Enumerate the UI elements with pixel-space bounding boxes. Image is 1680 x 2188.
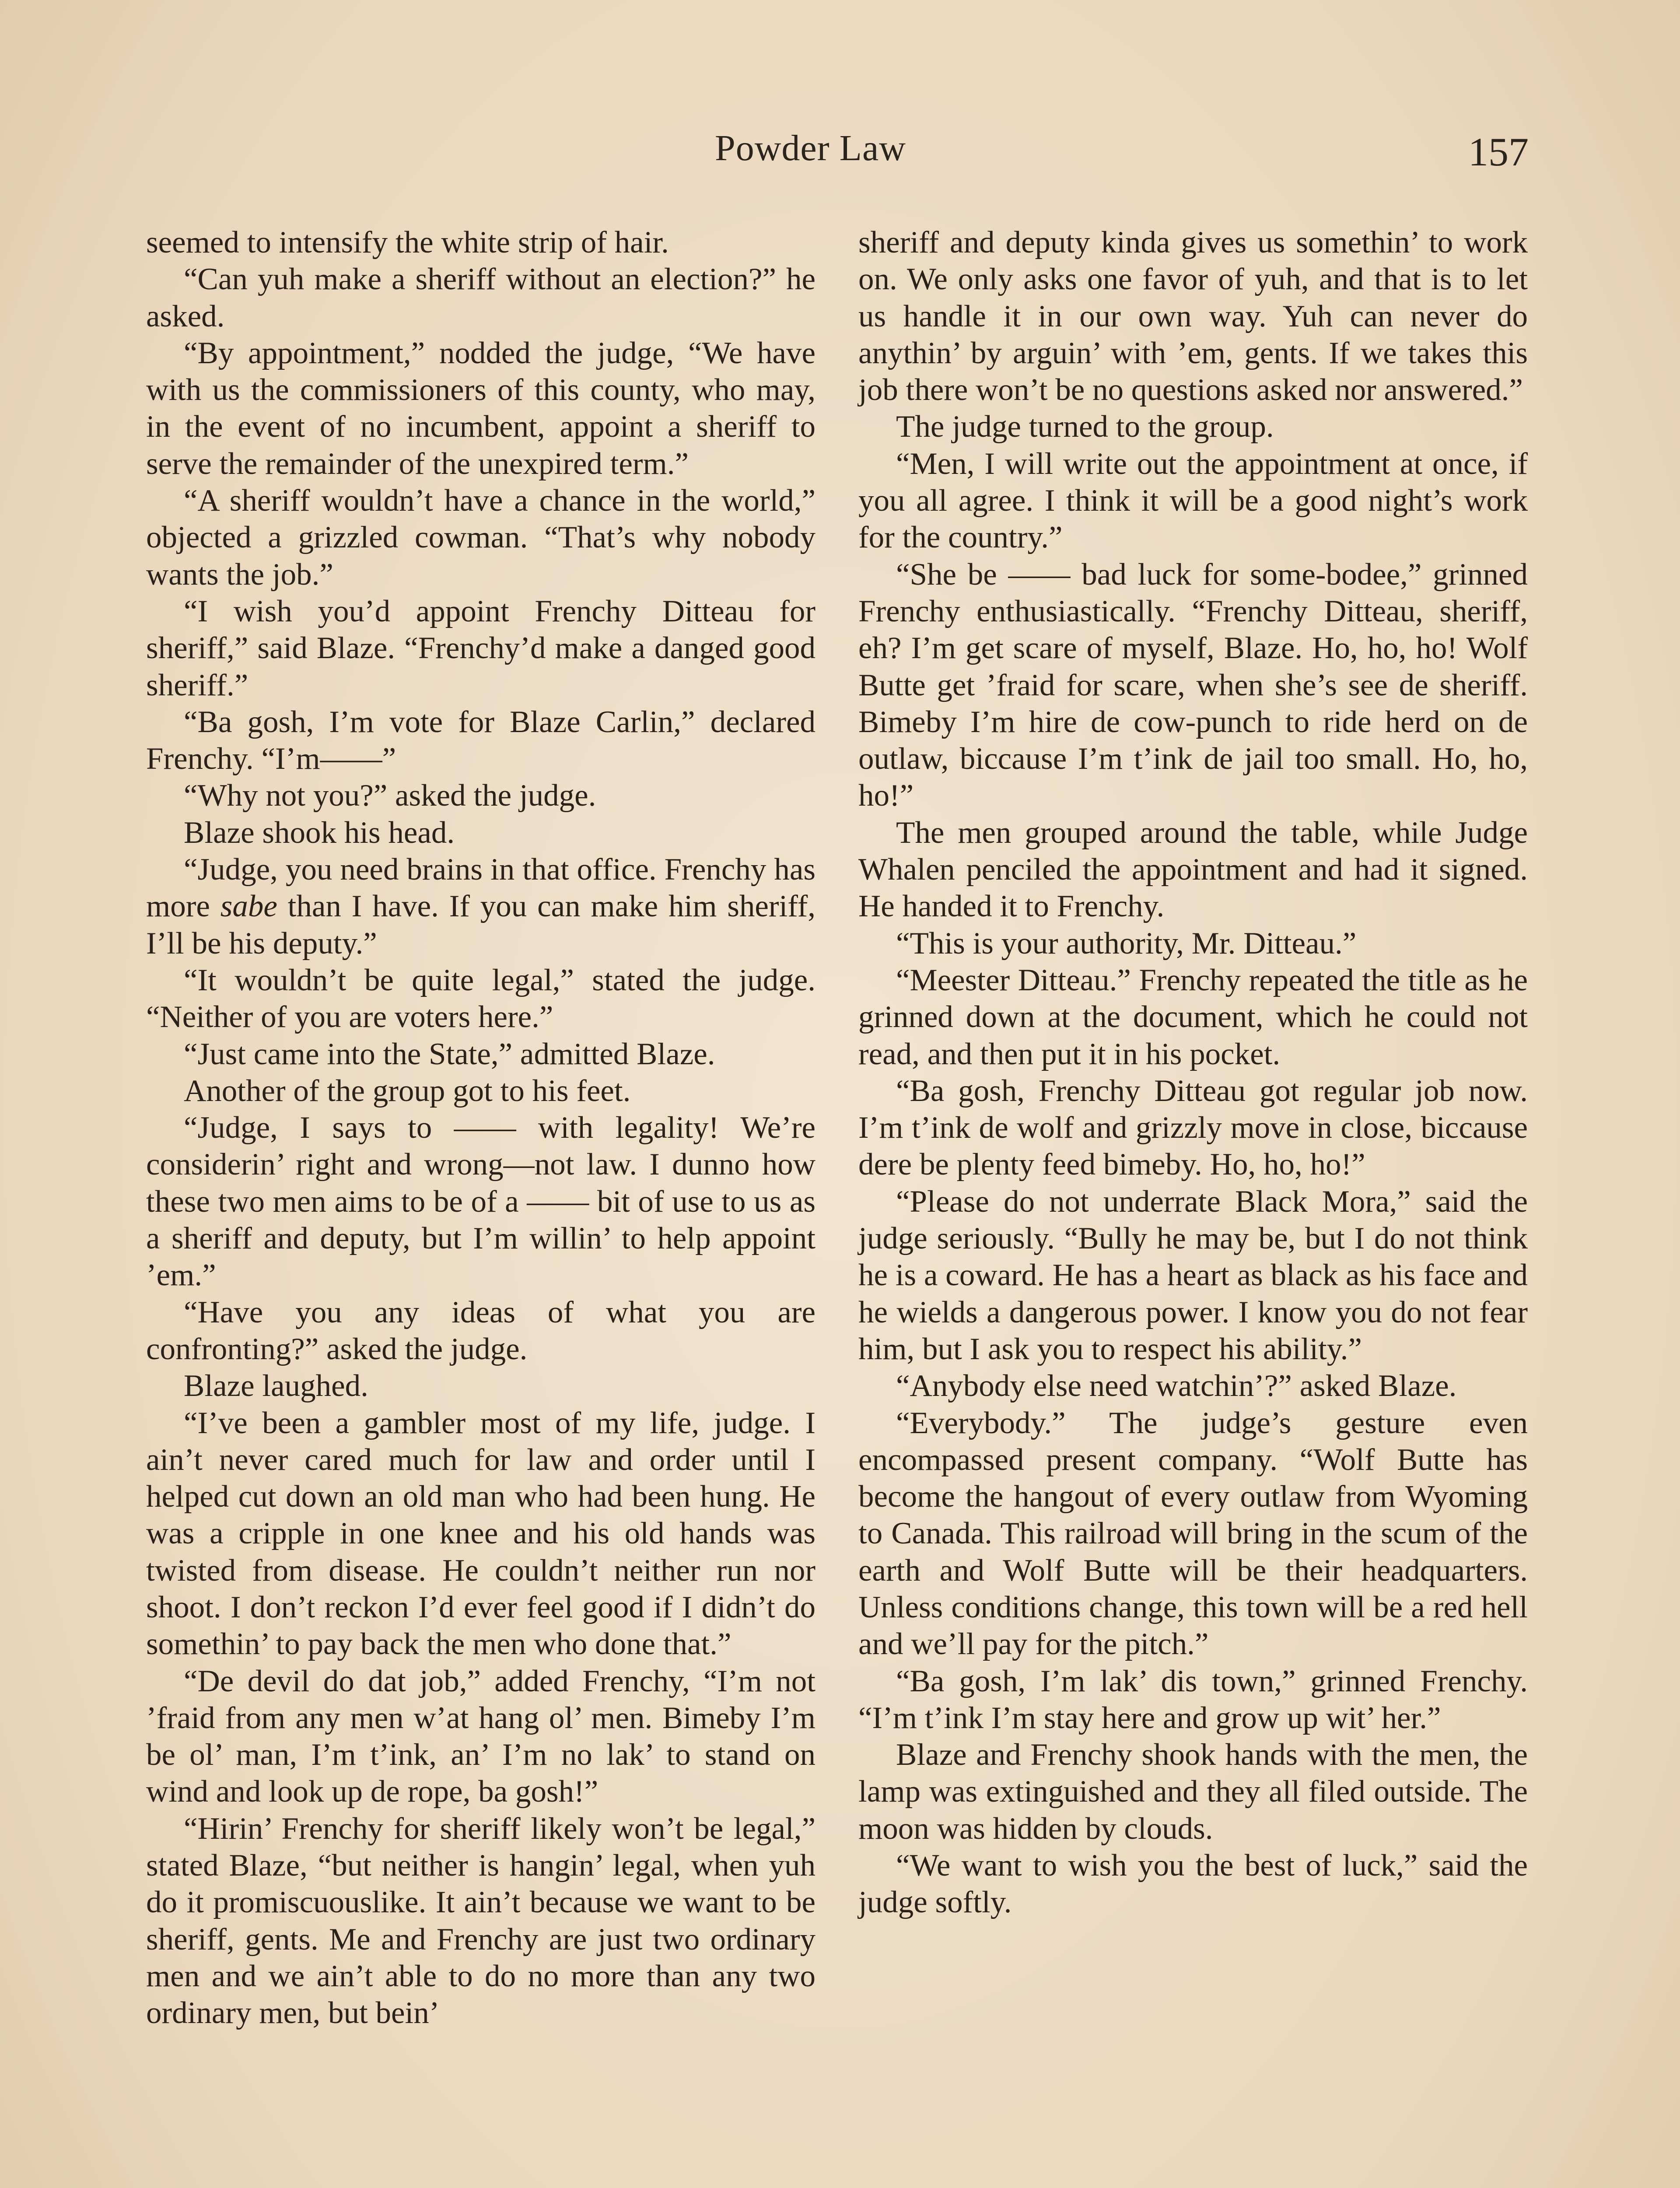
paragraph: “Everybody.” The judge’s gesture even encompassed present company. “Wolf Butte has become the hangout of every outlaw from Wyoming to Canada. This railroad will bring in the scum of the earth and Wolf Butte will be their headquarters. Unless conditions change, this town will be a red hell and we’ll pay for the pitch.” [858,1406,1528,1662]
paragraph: Blaze laughed. [184,1369,368,1403]
paragraph: “I’ve been a gambler most of my life, judge. I ain’t never cared much for law and order until I helped cut down an old man who had been hung. He was a cripple in one knee and his old hands was twisted from disease. He couldn’t neither run nor shoot. I don’t reckon I’d ever feel good if I didn’t do somethin’ to pay back the men who done that.” [146,1406,816,1662]
right-text-column [858,224,1528,1921]
paragraph: “A sheriff wouldn’t have a chance in the world,” objected a grizzled cowman. “That’s why nobody wants the job.” [146,484,816,592]
paragraph: “It wouldn’t be quite legal,” stated the judge. “Neither of you are voters here.” [146,963,816,1034]
paragraph: Blaze shook his head. [184,815,455,850]
paragraph: “Men, I will write out the appointment at once, if you all agree. I think it will be a good night’s work for the country.” [858,446,1528,555]
paragraph: “Ba gosh, Frenchy Ditteau got regular job now. I’m t’ink de wolf and grizzly move in close, biccause dere be plenty feed bimeby. Ho, ho, ho!” [858,1073,1528,1182]
paragraph: Blaze and Frenchy shook hands with the men, the lamp was extinguished and they all filed outside. The moon was hidden by clouds. [858,1738,1528,1846]
paragraph: “She be —— bad luck for some-bodee,” grinned Frenchy enthusiastically. “Frenchy Ditteau, sheriff, eh? I’m get scare of myself, Blaze. Ho, ho, ho! Wolf Butte get ’fraid for scare, when she’s see de sheriff. Bimeby I’m hire de cow-punch to ride herd on de outlaw, biccause I’m t’ink de jail too small. Ho, ho, ho!” [858,557,1528,813]
paragraph: “I wish you’d appoint Frenchy Ditteau for sheriff,” said Blaze. “Frenchy’d make a danged good sheriff.” [146,594,816,702]
paragraph: “Ba gosh, I’m lak’ dis town,” grinned Frenchy. “I’m t’ink I’m stay here and grow up wit’ her.” [858,1664,1528,1735]
paragraph: “De devil do dat job,” added Frenchy, “I’m not ’fraid from any men w’at hang ol’ men. Bimeby I’m be ol’ man, I’m t’ink, an’ I’m no lak’ to stand on wind and look up de rope, ba gosh!” [146,1664,816,1809]
paragraph [146,851,816,962]
italic-word: sabe [220,889,277,924]
paragraph: sheriff and deputy kinda gives us somethin’ to work on. We only asks one favor of yuh, and that is to let us handle it in our own way. Yuh can never do anythin’ by arguin’ with ’em, gents. If we takes this job there won’t be no questions asked nor answered.” [858,225,1528,407]
paragraph: The men grouped around the table, while Judge Whalen penciled the appointment and had it signed. He handed it to Frenchy. [858,815,1528,924]
paragraph: “Can yuh make a sheriff without an election?” he asked. [146,262,816,333]
paragraph: “Why not you?” asked the judge. [184,778,596,813]
paragraph: “This is your authority, Mr. Ditteau.” [896,926,1357,961]
paragraph-text: than I have. If you can make him sheriff, I’ll be his deputy.” [146,889,816,961]
paragraph: “Please do not underrate Black Mora,” said the judge seriously. “Bully he may be, but I do not think he is a coward. He has a heart as black as his face and he wields a dangerous power. I know you do not fear him, but I ask you to respect his ability.” [858,1184,1528,1366]
paragraph: “Hirin’ Frenchy for sheriff likely won’t be legal,” stated Blaze, “but neither is hangin’ legal, when yuh do it promiscuouslike. It ain’t because we want to be sheriff, gents. Me and Frenchy are just two ordinary men and we ain’t able to do no more than any two ordinary men, but bein’ [146,1811,816,2030]
paragraph: seemed to intensify the white strip of hair. [146,225,669,259]
page-number: 157 [1468,130,1529,174]
paragraph: The judge turned to the group. [896,410,1274,444]
left-text-column [146,224,816,2032]
paragraph: “We want to wish you the best of luck,” said the judge softly. [858,1848,1528,1920]
paragraph: “Anybody else need watchin’?” asked Blaze. [896,1369,1457,1403]
paragraph: Another of the group got to his feet. [184,1073,631,1108]
paragraph: “Judge, I says to —— with legality! We’re considerin’ right and wrong—not law. I dunno how these two men aims to be of a —— bit of use to us as a sheriff and deputy, but I’m willin’ to help appoint ’em.” [146,1111,816,1293]
paragraph-text: “Judge, you need brains in that office. Frenchy has more [146,852,816,924]
paragraph: “Meester Ditteau.” Frenchy repeated the title as he grinned down at the document, which he could not read, and then put it in his pocket. [858,963,1528,1071]
paragraph: “Just came into the State,” admitted Blaze. [184,1037,715,1071]
paragraph: “Have you any ideas of what you are confronting?” asked the judge. [146,1295,816,1366]
running-title: Powder Law [715,128,906,168]
paragraph: “By appointment,” nodded the judge, “We have with us the commissioners of this county, who may, in the event of no incumbent, appoint a sheriff to serve the remainder of the unexpired term.” [146,336,816,481]
paragraph: “Ba gosh, I’m vote for Blaze Carlin,” declared Frenchy. “I’m——” [146,705,816,776]
